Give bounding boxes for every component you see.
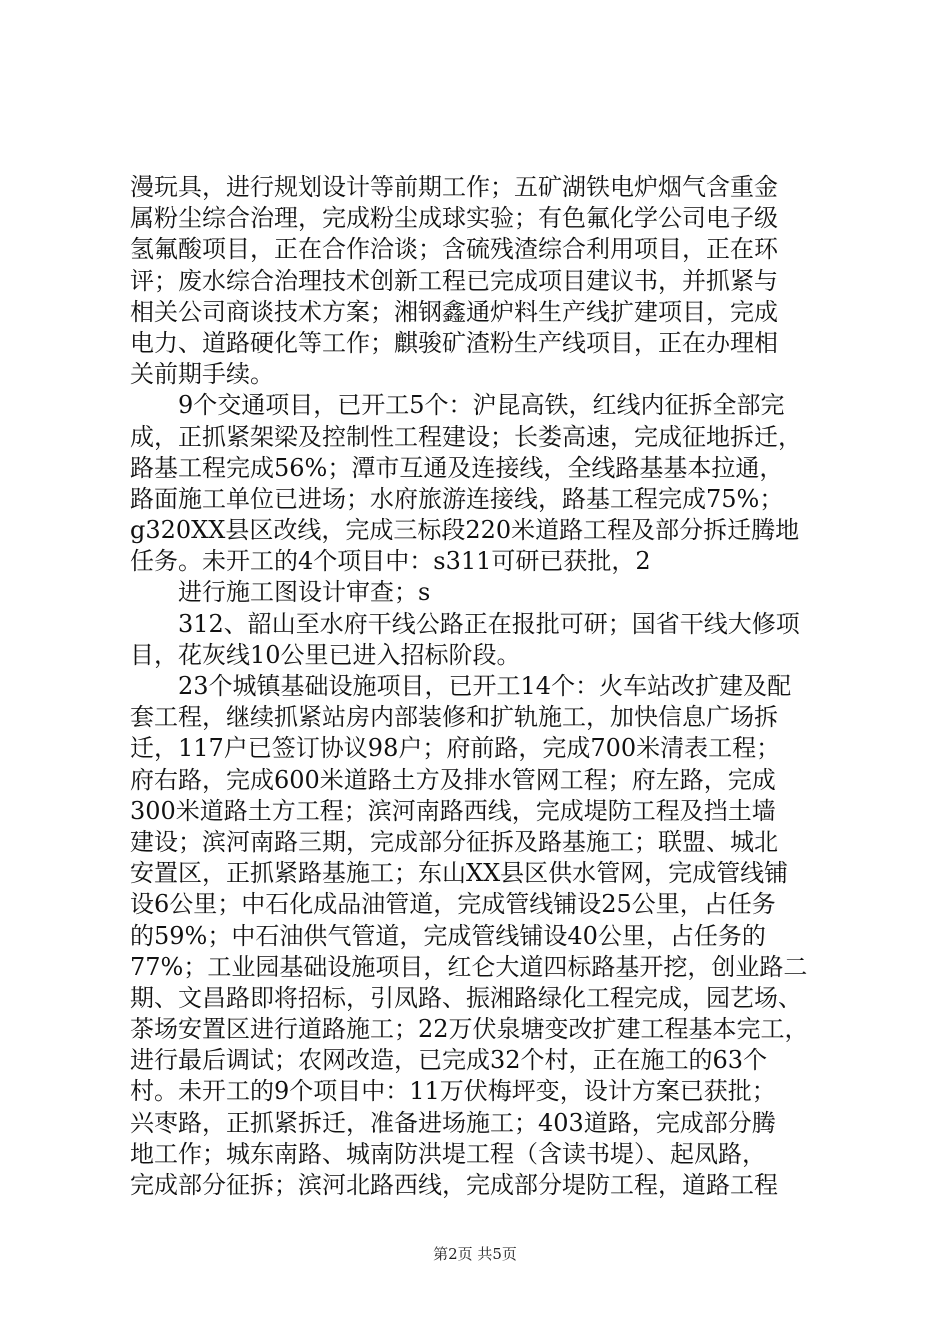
text-line: 路面施工单位已进场；水府旅游连接线，路基工程完成75%； <box>130 484 784 513</box>
text-line: 安置区，正抓紧路基施工；东山XX县区供水管网，完成管线铺 <box>130 859 789 888</box>
text-line: 相关公司商谈技术方案；湘钢鑫通炉料生产线扩建项目，完成 <box>130 297 778 326</box>
text-line: 期、文昌路即将招标，引凤路、振湘路绿化工程完成，园艺场、 <box>130 983 802 1012</box>
text-line: g320XX县区改线，完成三标段220米道路工程及部分拆迁腾地 <box>130 516 800 545</box>
text-line: 迁，117户已签订协议98户；府前路，完成700米清表工程； <box>130 734 781 763</box>
text-line: 77%；工业园基础设施项目，红仑大道四标路基开挖，创业路二 <box>130 952 808 981</box>
text-line: 套工程，继续抓紧站房内部装修和扩轨施工，加快信息广场拆 <box>130 703 778 732</box>
text-line: 路基工程完成56%；潭市互通及连接线，全线路基基本拉通， <box>130 453 784 482</box>
text-line: 茶场安置区进行道路施工；22万伏泉塘变改扩建工程基本完工， <box>130 1015 809 1044</box>
body-text <box>130 172 830 1201</box>
text-line: 建设；滨河南路三期，完成部分征拆及路基施工；联盟、城北 <box>130 827 778 856</box>
text-line: 进行施工图设计审查；s <box>130 578 431 607</box>
text-line: 设6公里；中石化成品油管道，完成管线铺设25公里，占任务 <box>130 890 776 919</box>
text-line: 兴枣路，正抓紧拆迁，准备进场施工；403道路，完成部分腾 <box>130 1108 776 1137</box>
text-line: 评；废水综合治理技术创新工程已完成项目建议书，并抓紧与 <box>130 266 778 295</box>
text-line: 300米道路土方工程；滨河南路西线，完成堤防工程及挡土墙 <box>130 796 776 825</box>
text-line: 目，花灰线10公里已进入招标阶段。 <box>130 640 521 669</box>
text-line: 312、韶山至水府干线公路正在报批可研；国省干线大修项 <box>130 609 800 638</box>
page-footer: 第2页 共5页 <box>433 1245 517 1263</box>
text-line: 电力、道路硬化等工作；麒骏矿渣粉生产线项目，正在办理相 <box>130 328 778 357</box>
text-line: 9个交通项目，已开工5个：沪昆高铁，红线内征拆全部完 <box>130 391 785 420</box>
text-line: 任务。未开工的4个项目中：s311可研已获批，2 <box>130 547 651 576</box>
text-line: 属粉尘综合治理，完成粉尘成球实验；有色氟化学公司电子级 <box>130 204 778 233</box>
text-line: 23个城镇基础设施项目，已开工14个：火车站改扩建及配 <box>130 672 792 700</box>
text-line: 府右路，完成600米道路土方及排水管网工程；府左路，完成 <box>130 765 776 794</box>
text-line: 完成部分征拆；滨河北路西线，完成部分堤防工程，道路工程 <box>130 1171 778 1199</box>
text-line: 地工作；城东南路、城南防洪堤工程（含读书堤）、起凤路， <box>130 1139 766 1168</box>
text-line: 氢氟酸项目，正在合作洽谈；含硫残渣综合利用项目，正在环 <box>130 235 778 264</box>
text-line: 进行最后调试；农网改造，已完成32个村，正在施工的63个 <box>130 1046 768 1075</box>
text-line: 关前期手续。 <box>130 360 274 389</box>
text-line: 成，正抓紧架梁及控制性工程建设；长娄高速，完成征地拆迁， <box>130 422 802 451</box>
text-line: 漫玩具，进行规划设计等前期工作；五矿湖铁电炉烟气含重金 <box>130 173 778 201</box>
text-line: 村。未开工的9个项目中：11万伏梅坪变，设计方案已获批； <box>130 1077 776 1106</box>
text-line: 的59%；中石油供气管道，完成管线铺设40公里，占任务的 <box>130 921 766 950</box>
